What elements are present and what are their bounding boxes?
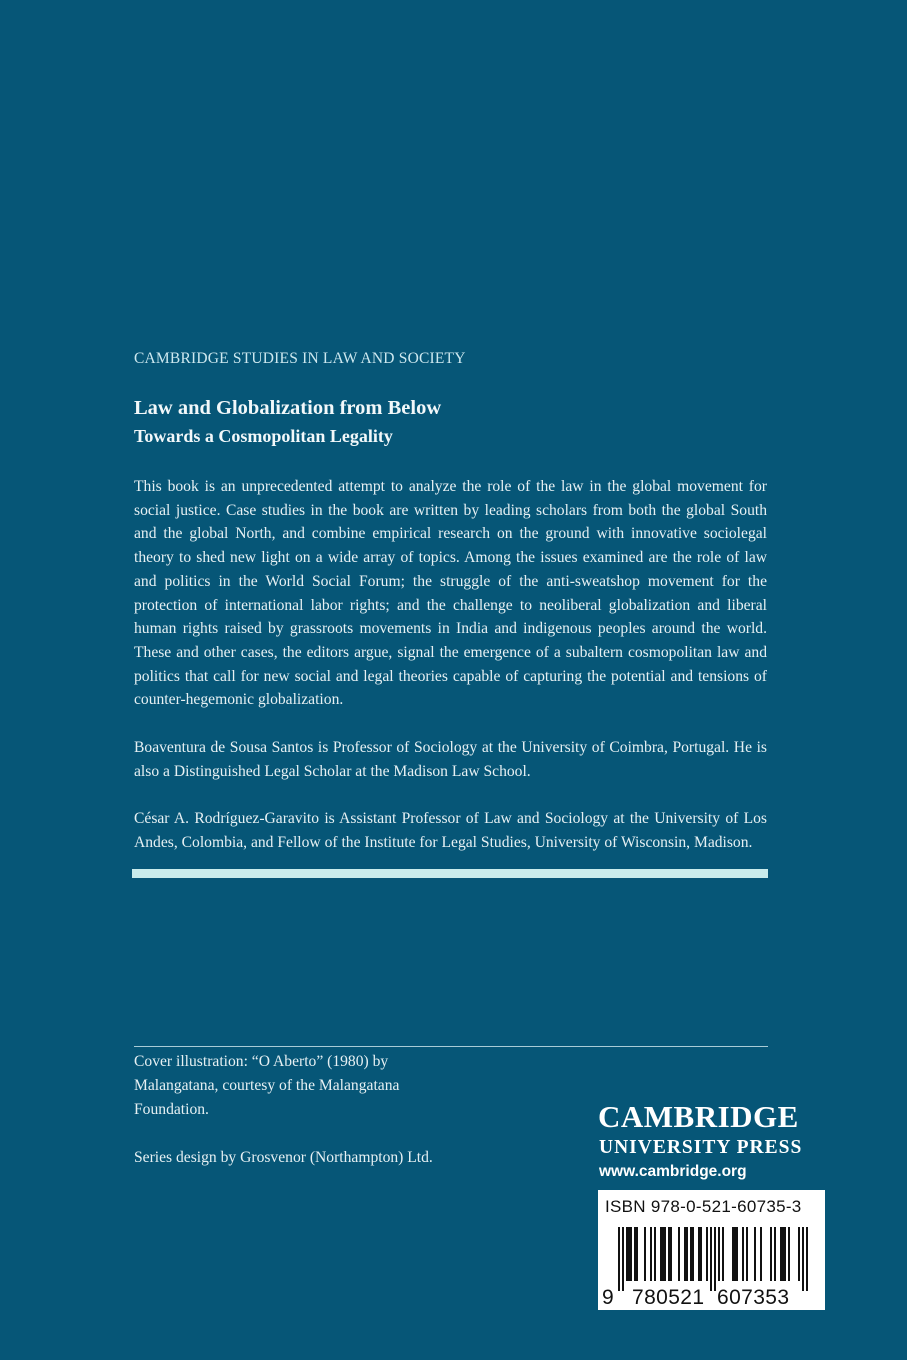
barcode-bar	[628, 1227, 630, 1281]
barcode-bar	[710, 1227, 712, 1291]
barcode-bar	[700, 1227, 702, 1281]
cover-credit: Cover illustration: “O Aberto” (1980) by Malangatana, courtesy of the Malangatana Foundation.	[134, 1053, 400, 1118]
barcode-bar	[802, 1227, 804, 1291]
barcode-bar	[760, 1227, 762, 1281]
barcode-bar	[718, 1227, 720, 1281]
barcode-bar	[634, 1227, 636, 1281]
barcode-bar	[686, 1227, 688, 1281]
barcode-bar	[698, 1227, 700, 1281]
barcode-bar	[670, 1227, 672, 1281]
series-name: CAMBRIDGE STUDIES IN LAW AND SOCIETY	[134, 350, 466, 367]
barcode-bar	[630, 1227, 632, 1281]
barcode-bar	[690, 1227, 692, 1281]
barcode	[598, 1190, 825, 1310]
barcode-digits-right: 607353	[717, 1286, 789, 1309]
barcode-bar	[668, 1227, 670, 1281]
barcode-bar	[654, 1227, 656, 1281]
author-bio-santos: Boaventura de Sousa Santos is Professor of Sociology at the University of Coimbra, Portugal. He is also a Distinguished Legal Scholar at the Madison Law School.	[134, 739, 767, 780]
barcode-bar	[662, 1227, 664, 1281]
series-design-credit: Series design by Grosvenor (Northampton) Ltd.	[134, 1149, 433, 1166]
barcode-bar	[706, 1227, 708, 1281]
barcode-bar	[626, 1227, 628, 1281]
barcode-digit-first: 9	[602, 1286, 614, 1309]
barcode-digits-left: 780521	[632, 1286, 704, 1309]
book-description: This book is an unprecedented attempt to analyze the role of the law in the global movement for social justice. Case studies in the book are written by leading scholars from both the global South and the global North, and combine empirical research on the ground with innovative sociolegal theory to shed new light on a wide array of topics. Among the issues examined are the role of law and politics in the World Social Forum; the struggle of the anti-sweatshop movement for the protection of international labor rights; and the challenge to neoliberal globalization and liberal human rights raised by grassroots movements in India and indigenous peoples around the world. These and other cases, the editors argue, signal the emergence of a subaltern cosmopolitan law and politics that call for new social and legal theories capable of capturing the potential and tensions of counter-hegemonic globalization.	[134, 478, 767, 709]
barcode-bar	[742, 1227, 744, 1281]
barcode-bar	[780, 1227, 782, 1281]
publisher-logo-subname: UNIVERSITY PRESS	[599, 1137, 803, 1158]
author-bio-rodriguez: César A. Rodríguez-Garavito is Assistant Professor of Law and Sociology at the University of Los Andes, Colombia, and Fellow of the Institute for Legal Studies, University of Wisconsin, Madison.	[134, 810, 767, 851]
barcode-bar	[650, 1227, 652, 1281]
barcode-bar	[784, 1227, 786, 1281]
barcode-bar	[622, 1227, 624, 1291]
barcode-bar	[770, 1227, 772, 1281]
barcode-bar	[732, 1227, 734, 1281]
barcode-panel	[598, 1190, 825, 1310]
barcode-bar	[664, 1227, 666, 1281]
barcode-bar	[736, 1227, 738, 1281]
barcode-bar	[798, 1227, 800, 1281]
barcode-bar	[788, 1227, 790, 1281]
barcode-bar	[692, 1227, 694, 1281]
barcode-bar	[746, 1227, 748, 1281]
barcode-bar	[644, 1227, 646, 1281]
barcode-bar	[734, 1227, 736, 1281]
isbn-label: ISBN 978-0-521-60735-3	[605, 1197, 802, 1216]
barcode-bar	[754, 1227, 756, 1281]
barcode-bar	[782, 1227, 784, 1281]
publisher-logo-name: CAMBRIDGE	[598, 1099, 799, 1134]
barcode-bar	[774, 1227, 776, 1281]
divider-rule	[134, 1046, 768, 1047]
publisher-url: www.cambridge.org	[599, 1163, 747, 1180]
barcode-bar	[806, 1227, 808, 1291]
barcode-bar	[678, 1227, 680, 1281]
barcode-bar	[684, 1227, 686, 1281]
accent-bar	[132, 869, 768, 878]
book-subtitle: Towards a Cosmopolitan Legality	[134, 426, 393, 446]
barcode-bar	[714, 1227, 716, 1291]
book-title: Law and Globalization from Below	[134, 397, 442, 419]
barcode-bar	[660, 1227, 662, 1281]
barcode-bar	[618, 1227, 620, 1291]
barcode-bar	[722, 1227, 724, 1281]
barcode-bar	[636, 1227, 638, 1281]
